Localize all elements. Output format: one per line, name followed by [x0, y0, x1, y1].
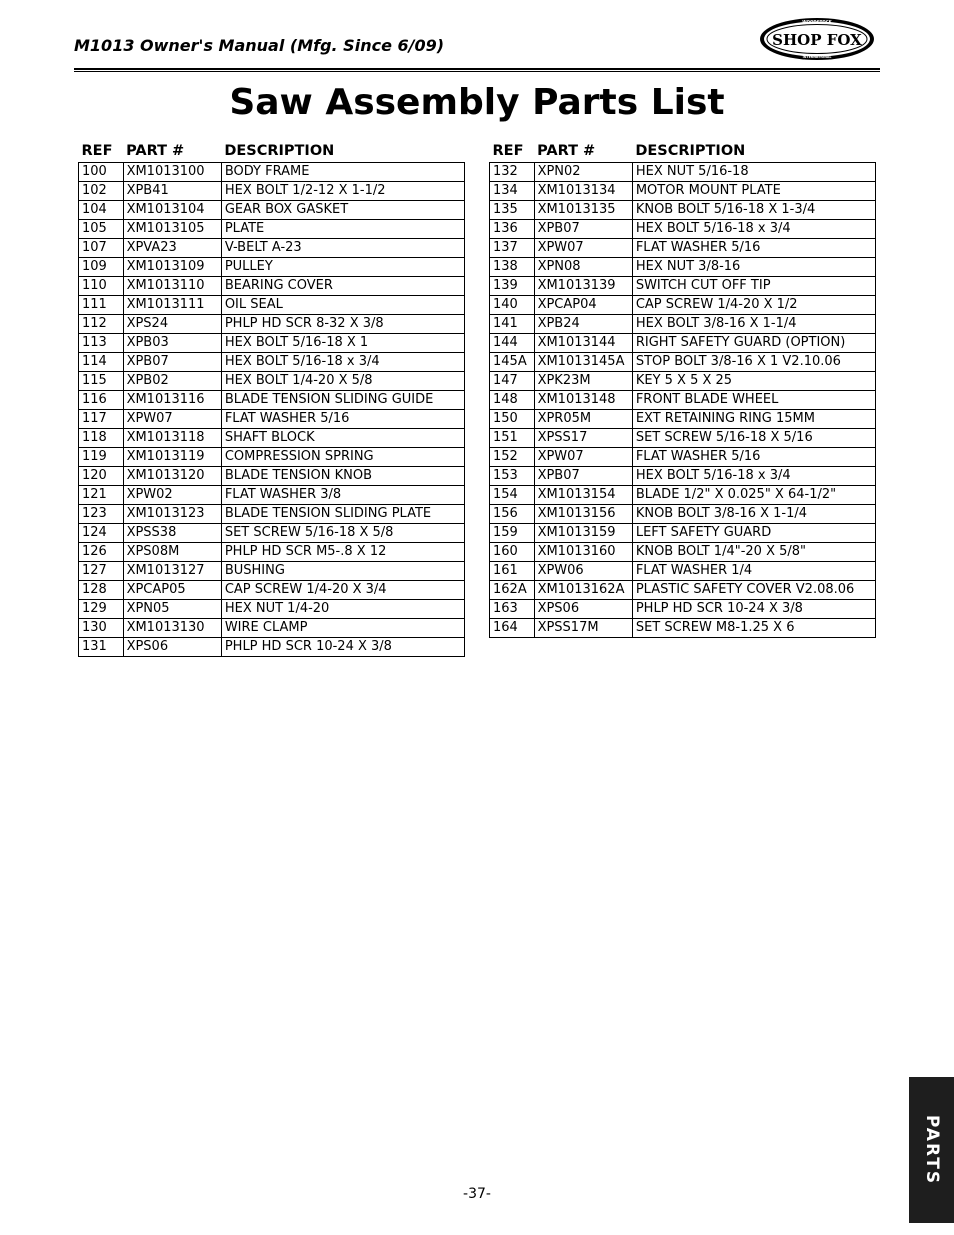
cell-part-number: XM1013110	[123, 277, 221, 296]
cell-description: SET SCREW 5/16-18 X 5/16	[632, 429, 875, 448]
cell-ref: 134	[490, 182, 535, 201]
cell-description: BUSHING	[221, 562, 464, 581]
table-row	[490, 277, 876, 296]
table-row	[490, 353, 876, 372]
table-row	[79, 619, 465, 638]
cell-ref: 141	[490, 315, 535, 334]
table-row	[79, 372, 465, 391]
table-row	[490, 334, 876, 353]
cell-part-number: XPW07	[534, 448, 632, 467]
table-row	[79, 296, 465, 315]
cell-ref: 105	[79, 220, 124, 239]
cell-part-number: XM1013109	[123, 258, 221, 277]
cell-ref: 109	[79, 258, 124, 277]
cell-description: FLAT WASHER 5/16	[221, 410, 464, 429]
cell-ref: 140	[490, 296, 535, 315]
cell-part-number: XM1013104	[123, 201, 221, 220]
cell-part-number: XPR05M	[534, 410, 632, 429]
cell-description: PLASTIC SAFETY COVER V2.08.06	[632, 581, 875, 600]
cell-part-number: XM1013105	[123, 220, 221, 239]
cell-part-number: XM1013135	[534, 201, 632, 220]
cell-description: PHLP HD SCR M5-.8 X 12	[221, 543, 464, 562]
table-row	[490, 163, 876, 182]
table-row	[490, 619, 876, 638]
cell-description: SWITCH CUT OFF TIP	[632, 277, 875, 296]
cell-description: PHLP HD SCR 10-24 X 3/8	[632, 600, 875, 619]
column-header-description: DESCRIPTION	[635, 143, 746, 159]
cell-description: CAP SCREW 1/4-20 X 3/4	[221, 581, 464, 600]
cell-part-number: XPB07	[534, 467, 632, 486]
cell-description: BODY FRAME	[221, 163, 464, 182]
cell-part-number: XM1013154	[534, 486, 632, 505]
cell-description: BEARING COVER	[221, 277, 464, 296]
cell-description: KNOB BOLT 1/4"-20 X 5/8"	[632, 543, 875, 562]
cell-part-number: XM1013160	[534, 543, 632, 562]
cell-description: STOP BOLT 3/8-16 X 1 V2.10.06	[632, 353, 875, 372]
table-row	[490, 581, 876, 600]
cell-part-number: XM1013144	[534, 334, 632, 353]
cell-ref: 104	[79, 201, 124, 220]
table-row	[490, 315, 876, 334]
cell-ref: 126	[79, 543, 124, 562]
cell-part-number: XPS24	[123, 315, 221, 334]
table-row	[490, 429, 876, 448]
column-header-ref: REF	[81, 143, 113, 159]
cell-description: PHLP HD SCR 8-32 X 3/8	[221, 315, 464, 334]
table-row	[490, 372, 876, 391]
cell-part-number: XM1013100	[123, 163, 221, 182]
table-row	[79, 429, 465, 448]
cell-description: HEX NUT 5/16-18	[632, 163, 875, 182]
cell-description: BLADE TENSION SLIDING GUIDE	[221, 391, 464, 410]
table-row	[490, 410, 876, 429]
cell-ref: 102	[79, 182, 124, 201]
cell-ref: 135	[490, 201, 535, 220]
cell-part-number: XPS06	[123, 638, 221, 657]
cell-part-number: XPS08M	[123, 543, 221, 562]
svg-text:SHOP FOX: SHOP FOX	[772, 31, 862, 49]
column-header-description: DESCRIPTION	[224, 143, 335, 159]
column-header-part: PART #	[126, 143, 185, 159]
table-row	[79, 277, 465, 296]
cell-part-number: XPVA23	[123, 239, 221, 258]
table-row	[490, 220, 876, 239]
cell-part-number: XPN08	[534, 258, 632, 277]
cell-ref: 111	[79, 296, 124, 315]
table-row	[79, 505, 465, 524]
column-header-part: PART #	[537, 143, 596, 159]
table-row	[490, 505, 876, 524]
cell-part-number: XM1013130	[123, 619, 221, 638]
cell-ref: 128	[79, 581, 124, 600]
cell-ref: 153	[490, 467, 535, 486]
cell-description: HEX BOLT 5/16-18 x 3/4	[632, 220, 875, 239]
table-row	[490, 201, 876, 220]
table-row	[79, 410, 465, 429]
table-row	[79, 201, 465, 220]
parts-section-tab-label: PARTS	[921, 1114, 942, 1186]
cell-ref: 148	[490, 391, 535, 410]
parts-table-right	[489, 140, 876, 638]
cell-ref: 162A	[490, 581, 535, 600]
table-row	[490, 258, 876, 277]
cell-description: SET SCREW M8-1.25 X 6	[632, 619, 875, 638]
cell-description: HEX BOLT 1/2-12 X 1-1/2	[221, 182, 464, 201]
parts-table-right-body	[490, 163, 876, 638]
cell-description: FLAT WASHER 5/16	[632, 448, 875, 467]
cell-part-number: XPB24	[534, 315, 632, 334]
header-rule	[74, 68, 880, 70]
table-row	[79, 239, 465, 258]
svg-text:INTERNATIONAL: INTERNATIONAL	[802, 55, 832, 59]
cell-description: HEX BOLT 3/8-16 X 1-1/4	[632, 315, 875, 334]
table-row	[490, 239, 876, 258]
shop-fox-logo	[758, 16, 876, 62]
cell-part-number: XM1013139	[534, 277, 632, 296]
cell-part-number: XPSS17	[534, 429, 632, 448]
manual-title: M1013 Owner's Manual (Mfg. Since 6/09)	[74, 36, 445, 55]
parts-table-left	[78, 140, 465, 657]
table-row	[490, 391, 876, 410]
cell-description: SHAFT BLOCK	[221, 429, 464, 448]
table-row	[490, 448, 876, 467]
cell-ref: 127	[79, 562, 124, 581]
cell-part-number: XPK23M	[534, 372, 632, 391]
cell-ref: 147	[490, 372, 535, 391]
table-row	[79, 315, 465, 334]
cell-ref: 136	[490, 220, 535, 239]
page-number: -37-	[463, 1186, 491, 1202]
cell-ref: 150	[490, 410, 535, 429]
cell-part-number: XPN05	[123, 600, 221, 619]
cell-description: KNOB BOLT 3/8-16 X 1-1/4	[632, 505, 875, 524]
cell-part-number: XPB07	[534, 220, 632, 239]
cell-part-number: XPW07	[123, 410, 221, 429]
cell-ref: 110	[79, 277, 124, 296]
page-title: Saw Assembly Parts List	[229, 82, 725, 123]
cell-ref: 137	[490, 239, 535, 258]
cell-part-number: XM1013118	[123, 429, 221, 448]
table-row	[79, 353, 465, 372]
cell-part-number: XPW06	[534, 562, 632, 581]
table-header-row	[79, 140, 465, 163]
cell-ref: 152	[490, 448, 535, 467]
cell-description: FRONT BLADE WHEEL	[632, 391, 875, 410]
table-row	[79, 334, 465, 353]
cell-ref: 121	[79, 486, 124, 505]
cell-description: HEX BOLT 5/16-18 X 1	[221, 334, 464, 353]
cell-description: KNOB BOLT 5/16-18 X 1-3/4	[632, 201, 875, 220]
table-row	[79, 220, 465, 239]
cell-description: V-BELT A-23	[221, 239, 464, 258]
cell-description: KEY 5 X 5 X 25	[632, 372, 875, 391]
cell-ref: 123	[79, 505, 124, 524]
cell-part-number: XPB07	[123, 353, 221, 372]
table-row	[490, 543, 876, 562]
table-row	[79, 638, 465, 657]
cell-description: HEX NUT 3/8-16	[632, 258, 875, 277]
cell-ref: 139	[490, 277, 535, 296]
svg-text:WOODSTOCK: WOODSTOCK	[802, 19, 832, 25]
cell-part-number: XM1013119	[123, 448, 221, 467]
cell-part-number: XM1013159	[534, 524, 632, 543]
table-row	[79, 581, 465, 600]
cell-ref: 151	[490, 429, 535, 448]
cell-ref: 144	[490, 334, 535, 353]
cell-part-number: XPS06	[534, 600, 632, 619]
table-row	[79, 486, 465, 505]
cell-description: FLAT WASHER 3/8	[221, 486, 464, 505]
cell-ref: 161	[490, 562, 535, 581]
cell-description: COMPRESSION SPRING	[221, 448, 464, 467]
table-row	[490, 467, 876, 486]
table-row	[79, 258, 465, 277]
cell-ref: 112	[79, 315, 124, 334]
cell-part-number: XM1013145A	[534, 353, 632, 372]
table-row	[79, 562, 465, 581]
cell-ref: 114	[79, 353, 124, 372]
cell-ref: 107	[79, 239, 124, 258]
cell-part-number: XM1013162A	[534, 581, 632, 600]
cell-ref: 119	[79, 448, 124, 467]
cell-ref: 116	[79, 391, 124, 410]
cell-ref: 113	[79, 334, 124, 353]
cell-part-number: XM1013123	[123, 505, 221, 524]
cell-description: LEFT SAFETY GUARD	[632, 524, 875, 543]
cell-description: FLAT WASHER 1/4	[632, 562, 875, 581]
table-row	[79, 600, 465, 619]
cell-part-number: XM1013111	[123, 296, 221, 315]
cell-ref: 118	[79, 429, 124, 448]
cell-description: SET SCREW 5/16-18 X 5/8	[221, 524, 464, 543]
cell-description: PULLEY	[221, 258, 464, 277]
cell-ref: 132	[490, 163, 535, 182]
cell-part-number: XPSS38	[123, 524, 221, 543]
table-row	[79, 391, 465, 410]
cell-part-number: XM1013134	[534, 182, 632, 201]
cell-description: HEX BOLT 1/4-20 X 5/8	[221, 372, 464, 391]
cell-description: CAP SCREW 1/4-20 X 1/2	[632, 296, 875, 315]
cell-part-number: XM1013156	[534, 505, 632, 524]
cell-part-number: XM1013120	[123, 467, 221, 486]
cell-description: RIGHT SAFETY GUARD (OPTION)	[632, 334, 875, 353]
cell-ref: 138	[490, 258, 535, 277]
cell-ref: 129	[79, 600, 124, 619]
cell-description: BLADE TENSION KNOB	[221, 467, 464, 486]
cell-part-number: XM1013116	[123, 391, 221, 410]
table-row	[79, 163, 465, 182]
cell-description: HEX BOLT 5/16-18 x 3/4	[632, 467, 875, 486]
cell-part-number: XPW02	[123, 486, 221, 505]
table-row	[79, 524, 465, 543]
cell-ref: 156	[490, 505, 535, 524]
cell-description: FLAT WASHER 5/16	[632, 239, 875, 258]
table-header-row	[490, 140, 876, 163]
cell-ref: 115	[79, 372, 124, 391]
table-row	[490, 524, 876, 543]
cell-part-number: XM1013127	[123, 562, 221, 581]
cell-description: PLATE	[221, 220, 464, 239]
cell-part-number: XPN02	[534, 163, 632, 182]
table-row	[490, 562, 876, 581]
cell-description: EXT RETAINING RING 15MM	[632, 410, 875, 429]
table-row	[490, 296, 876, 315]
cell-ref: 145A	[490, 353, 535, 372]
table-row	[490, 600, 876, 619]
cell-ref: 160	[490, 543, 535, 562]
cell-description: GEAR BOX GASKET	[221, 201, 464, 220]
cell-part-number: XPCAP04	[534, 296, 632, 315]
cell-ref: 117	[79, 410, 124, 429]
table-row	[79, 448, 465, 467]
cell-part-number: XM1013148	[534, 391, 632, 410]
cell-part-number: XPSS17M	[534, 619, 632, 638]
cell-part-number: XPB02	[123, 372, 221, 391]
cell-part-number: XPB41	[123, 182, 221, 201]
parts-table-left-body	[79, 163, 465, 657]
cell-description: BLADE 1/2" X 0.025" X 64-1/2"	[632, 486, 875, 505]
cell-ref: 130	[79, 619, 124, 638]
cell-ref: 164	[490, 619, 535, 638]
cell-ref: 120	[79, 467, 124, 486]
column-header-ref: REF	[492, 143, 524, 159]
table-row	[79, 543, 465, 562]
cell-ref: 100	[79, 163, 124, 182]
cell-ref: 163	[490, 600, 535, 619]
cell-ref: 124	[79, 524, 124, 543]
cell-ref: 159	[490, 524, 535, 543]
cell-description: OIL SEAL	[221, 296, 464, 315]
cell-description: PHLP HD SCR 10-24 X 3/8	[221, 638, 464, 657]
cell-description: MOTOR MOUNT PLATE	[632, 182, 875, 201]
cell-part-number: XPB03	[123, 334, 221, 353]
table-row	[490, 486, 876, 505]
cell-part-number: XPCAP05	[123, 581, 221, 600]
cell-ref: 131	[79, 638, 124, 657]
table-row	[490, 182, 876, 201]
header-rule-thin	[74, 71, 880, 72]
cell-description: BLADE TENSION SLIDING PLATE	[221, 505, 464, 524]
table-row	[79, 467, 465, 486]
cell-description: HEX BOLT 5/16-18 x 3/4	[221, 353, 464, 372]
cell-description: HEX NUT 1/4-20	[221, 600, 464, 619]
cell-part-number: XPW07	[534, 239, 632, 258]
cell-ref: 154	[490, 486, 535, 505]
table-row	[79, 182, 465, 201]
cell-description: WIRE CLAMP	[221, 619, 464, 638]
